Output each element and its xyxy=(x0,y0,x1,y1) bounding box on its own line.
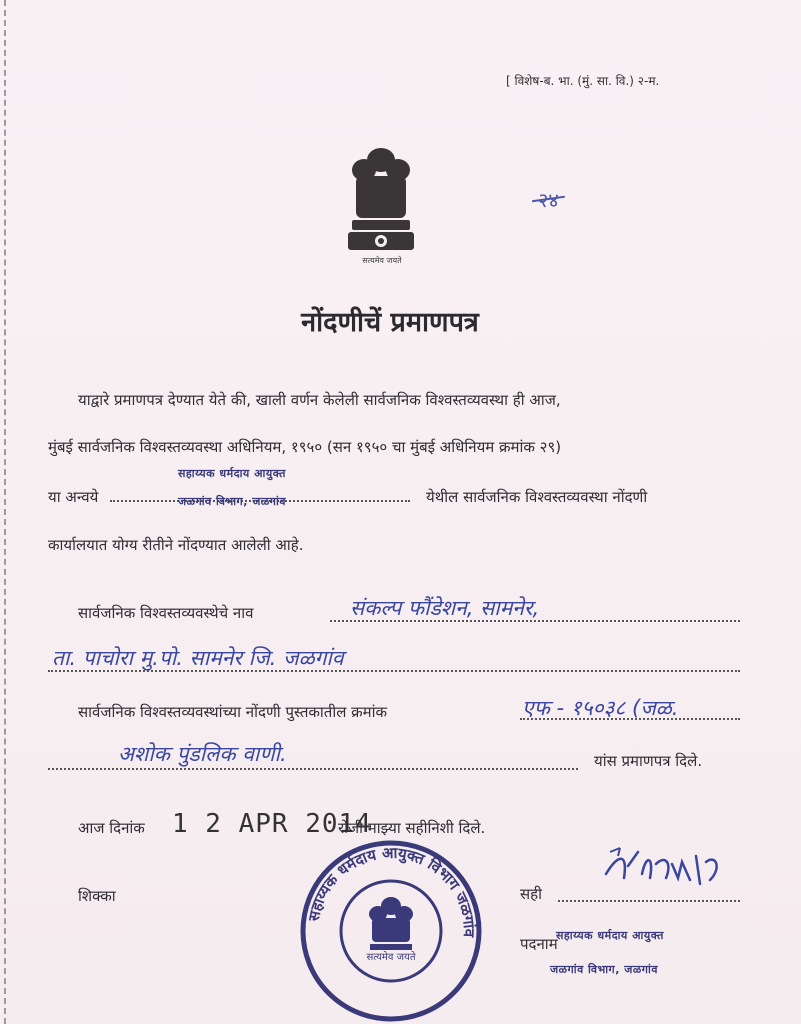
body-line-1: याद्वारे प्रमाणपत्र देण्यात येते की, खाली वर्णन केलेली सार्वजनिक विश्‍वस्तव्यवस्था ही आज, xyxy=(78,391,561,409)
body-line-4: कार्यालयात योग्य रीतीने नोंदण्यात आलेली आहे. xyxy=(48,536,304,554)
registration-number-value: एफ - १५०३८ (जळ. xyxy=(522,696,679,720)
signature-blank xyxy=(558,900,740,902)
state-emblem-icon xyxy=(338,140,424,270)
trust-name-value-2: ता. पाचोरा मु.पो. सामनेर जि. जळगांव xyxy=(52,646,344,670)
date-prefix: आज दिनांक xyxy=(78,819,145,837)
seal-label: शिक्का xyxy=(78,887,116,905)
official-seal-icon xyxy=(298,838,484,1024)
registration-number-label: सार्वजनिक विश्‍वस्तव्यवस्थांच्या नोंदणी पुस्तकातील क्रमांक xyxy=(78,703,388,721)
emblem-motto: सत्यमेव जयते xyxy=(362,256,402,265)
body-line-3-prefix: या अन्वये xyxy=(48,488,99,506)
authority-stamp-line-1: सहाय्यक धर्मदाय आयुक्त xyxy=(178,467,286,480)
designation-stamp-line-2: जळगांव विभाग, जळगांव xyxy=(550,963,658,976)
seal-inner-text: सत्यमेव जयते xyxy=(366,952,416,963)
date-suffix: रोजी माझ्या सहीनिशी दिले. xyxy=(338,819,486,837)
trust-name-label: सार्वजनिक विश्‍वस्तव्यवस्थेचे नाव xyxy=(78,604,254,622)
designation-stamp-line-1: सहाय्यक धर्मदाय आयुक्त xyxy=(556,929,664,942)
date-stamp: 1 2 APR 2014 xyxy=(172,809,372,839)
issued-to-blank xyxy=(48,768,578,770)
form-code: [ विशेष-ब. भा. (मुं. सा. वि.) २-म. xyxy=(506,74,660,88)
body-line-3-suffix: येथील सार्वजनिक विश्‍वस्तव्यवस्था नोंदणी xyxy=(426,488,648,506)
issued-to-value: अशोक पुंडलिक वाणी. xyxy=(118,742,287,766)
perforated-margin xyxy=(4,0,6,1024)
authority-stamp-line-2: जळगांव विभाग, जळगांव xyxy=(178,495,286,508)
corner-mark: २४ xyxy=(538,188,559,212)
seal-outer-text: सहाय्यक धर्मदाय आयुक्त विभाग जळगांव xyxy=(304,843,479,938)
designation-label: पदनाम xyxy=(520,935,558,953)
certificate-title: नोंदणीचें प्रमाणपत्र xyxy=(301,307,479,338)
body-line-2: मुंबई सार्वजनिक विश्‍वस्तव्यवस्था अधिनियम, १९५० (सन १९५० चा मुंबई अधिनियम क्रमांक २९) xyxy=(48,438,562,456)
handwritten-signature-icon xyxy=(598,844,728,894)
trust-name-value-1: संकल्प फौंडेशन, सामनेर, xyxy=(350,596,540,620)
issued-to-suffix: यांस प्रमाणपत्र दिले. xyxy=(594,752,703,770)
signature-label: सही xyxy=(520,885,542,903)
